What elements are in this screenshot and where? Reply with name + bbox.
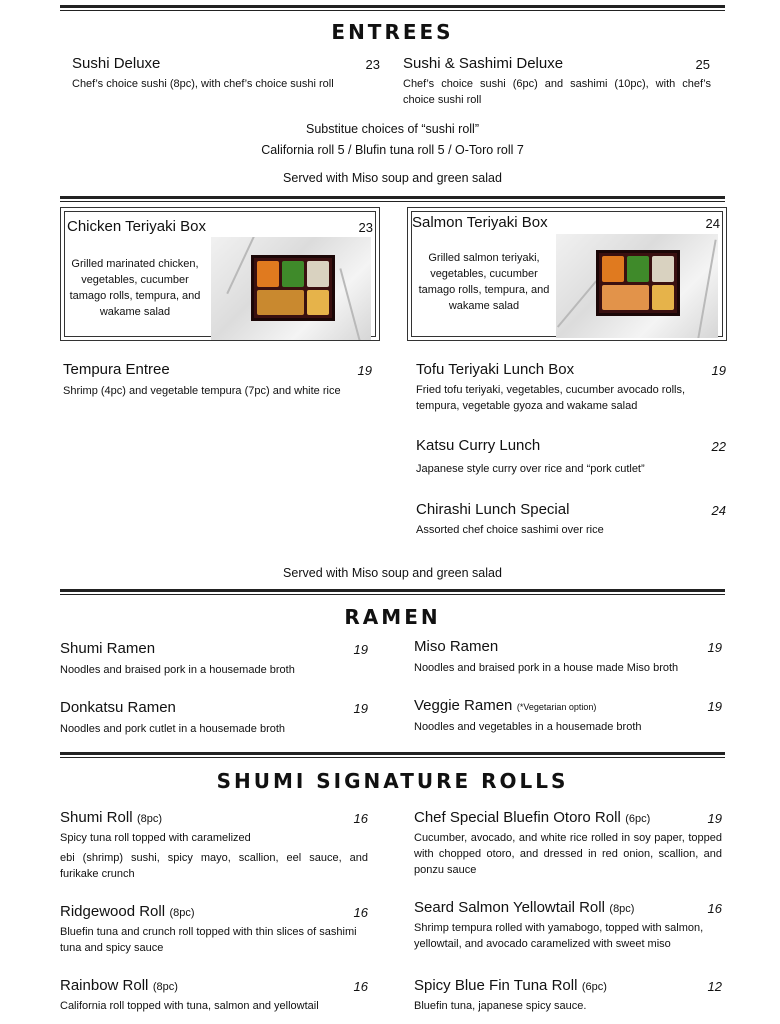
shumi-ramen-name: Shumi Ramen: [60, 640, 156, 657]
sushi-sashimi-deluxe-price: 25: [695, 57, 710, 72]
ridgewood-price: 16: [353, 905, 368, 920]
shumi-roll-price: 16: [353, 811, 368, 826]
chicken-box-name: Chicken Teriyaki Box: [67, 218, 206, 235]
top-rule: [60, 5, 725, 8]
shumi-roll-title: [60, 809, 162, 827]
chicken-box-price: 23: [358, 220, 373, 235]
seard-salmon-price: 16: [707, 901, 722, 916]
veggie-ramen-note: (*Vegetarian option): [516, 702, 597, 712]
ridgewood-name: Ridgewood Roll: [60, 903, 166, 920]
entrees-heading: ENTREES: [331, 20, 454, 44]
chirashi-name: Chirashi Lunch Special: [416, 501, 570, 518]
tempura-entree-price: 19: [357, 363, 372, 378]
ramen-rule: [60, 589, 725, 592]
rainbow-name: Rainbow Roll: [60, 977, 149, 994]
veggie-ramen-price: 19: [707, 699, 722, 714]
katsu-curry-name: Katsu Curry Lunch: [416, 437, 541, 454]
salmon-bento-photo: [556, 234, 718, 338]
sushi-sashimi-deluxe-name: Sushi & Sashimi Deluxe: [403, 55, 564, 72]
chicken-bento-photo: [211, 237, 371, 340]
donkatsu-ramen-name: Donkatsu Ramen: [60, 699, 176, 716]
shumi-ramen-desc: Noodles and braised pork in a housemade broth: [60, 664, 295, 676]
spicy-bluefin-desc: Bluefin tuna, japanese spicy sauce.: [414, 1000, 587, 1012]
shumi-roll-desc-2: ebi (shrimp) sushi, spicy mayo, scallion, eel sauce, and furikake crunch: [60, 852, 368, 880]
tempura-entree-desc: Shrimp (4pc) and vegetable tempura (7pc) and white rice: [63, 385, 341, 397]
rainbow-price: 16: [353, 979, 368, 994]
bluefin-otoro-desc: Cucumber, avocado, and white rice rolled in soy paper, topped with chopped otoro, and dressed in red onion, scallion, and ponzu sauce: [414, 832, 722, 876]
chicken-teriyaki-box-card: [60, 207, 380, 341]
ramen-heading: RAMEN: [344, 605, 441, 629]
seard-salmon-pc: (8pc): [609, 903, 635, 915]
spicy-bluefin-price: 12: [707, 979, 722, 994]
donkatsu-ramen-desc: Noodles and pork cutlet in a housemade broth: [60, 723, 286, 735]
substitute-options: California roll 5 / Blufin tuna roll 5 / O-Toro roll 7: [261, 143, 524, 157]
chirashi-desc: Assorted chef choice sashimi over rice: [416, 524, 604, 536]
shumi-roll-desc-1: Spicy tuna roll topped with caramelized: [60, 832, 251, 844]
substitute-title: Substitue choices of “sushi roll”: [306, 122, 479, 136]
served-with-note: Served with Miso soup and green salad: [283, 171, 502, 185]
ridgewood-pc: (8pc): [169, 907, 195, 919]
rainbow-title: [60, 977, 178, 995]
miso-ramen-price: 19: [707, 640, 722, 655]
veggie-ramen-desc: Noodles and vegetables in a housemade broth: [414, 721, 642, 733]
shumi-roll-pc: (8pc): [136, 813, 163, 825]
chirashi-price: 24: [711, 503, 726, 518]
salmon-box-desc: Grilled salmon teriyaki, vegetables, cucumber tamago rolls, tempura, and wakame salad: [418, 252, 550, 312]
ridgewood-title: [60, 903, 195, 921]
tofu-lunch-box-price: 19: [711, 363, 726, 378]
served-with-note-2: Served with Miso soup and green salad: [283, 566, 502, 580]
seard-salmon-desc: Shrimp tempura rolled with yamabogo, topped with salmon, yellowtail, and avocado caramelized with sweet miso: [414, 922, 704, 950]
rainbow-desc: California roll topped with tuna, salmon and yellowtail: [60, 1000, 319, 1012]
tofu-lunch-box-name: Tofu Teriyaki Lunch Box: [416, 361, 575, 378]
salmon-teriyaki-box-card: [407, 207, 727, 341]
bluefin-otoro-name: Chef Special Bluefin Otoro Roll: [414, 809, 621, 826]
rolls-heading: SHUMI SIGNATURE ROLLS: [216, 769, 569, 793]
salmon-box-name: Salmon Teriyaki Box: [412, 214, 548, 231]
entrees-divider: [60, 196, 725, 199]
spicy-bluefin-title: [414, 977, 607, 995]
sushi-deluxe-name: Sushi Deluxe: [72, 55, 161, 72]
miso-ramen-desc: Noodles and braised pork in a house made Miso broth: [414, 662, 679, 674]
miso-ramen-name: Miso Ramen: [414, 638, 499, 655]
tofu-lunch-box-desc: Fried tofu teriyaki, vegetables, cucumber avocado rolls, tempura, vegetable gyoza and wakame salad: [416, 384, 686, 412]
bluefin-otoro-title: [414, 809, 650, 827]
bluefin-otoro-price: 19: [707, 811, 722, 826]
rolls-rule: [60, 752, 725, 755]
bluefin-otoro-pc: (6pc): [625, 813, 651, 825]
sushi-deluxe-price: 23: [365, 57, 380, 72]
ridgewood-desc: Bluefin tuna and crunch roll topped with thin slices of sashimi tuna and spicy sauce: [60, 926, 357, 954]
rainbow-pc: (8pc): [152, 981, 178, 993]
sushi-sashimi-deluxe-desc: Chef’s choice sushi (6pc) and sashimi (10pc), with chef’s choice sushi roll: [403, 78, 711, 106]
donkatsu-ramen-price: 19: [353, 701, 368, 716]
spicy-bluefin-pc: (6pc): [581, 981, 607, 993]
shumi-roll-name: Shumi Roll: [60, 809, 133, 826]
shumi-ramen-price: 19: [353, 642, 368, 657]
katsu-curry-price: 22: [711, 439, 726, 454]
katsu-curry-desc: Japanese style curry over rice and “pork cutlet”: [416, 463, 645, 475]
veggie-ramen-name: Veggie Ramen: [414, 697, 513, 714]
sushi-deluxe-desc: Chef’s choice sushi (8pc), with chef’s choice sushi roll: [72, 78, 334, 90]
seard-salmon-name: Seard Salmon Yellowtail Roll: [414, 899, 605, 916]
tempura-entree-name: Tempura Entree: [63, 361, 170, 378]
seard-salmon-title: [414, 899, 634, 917]
chicken-box-desc: Grilled marinated chicken, vegetables, cucumber tamago rolls, tempura, and wakame salad: [69, 258, 201, 318]
salmon-box-price: 24: [705, 216, 720, 231]
veggie-ramen-title: [414, 697, 596, 715]
spicy-bluefin-name: Spicy Blue Fin Tuna Roll: [414, 977, 578, 994]
